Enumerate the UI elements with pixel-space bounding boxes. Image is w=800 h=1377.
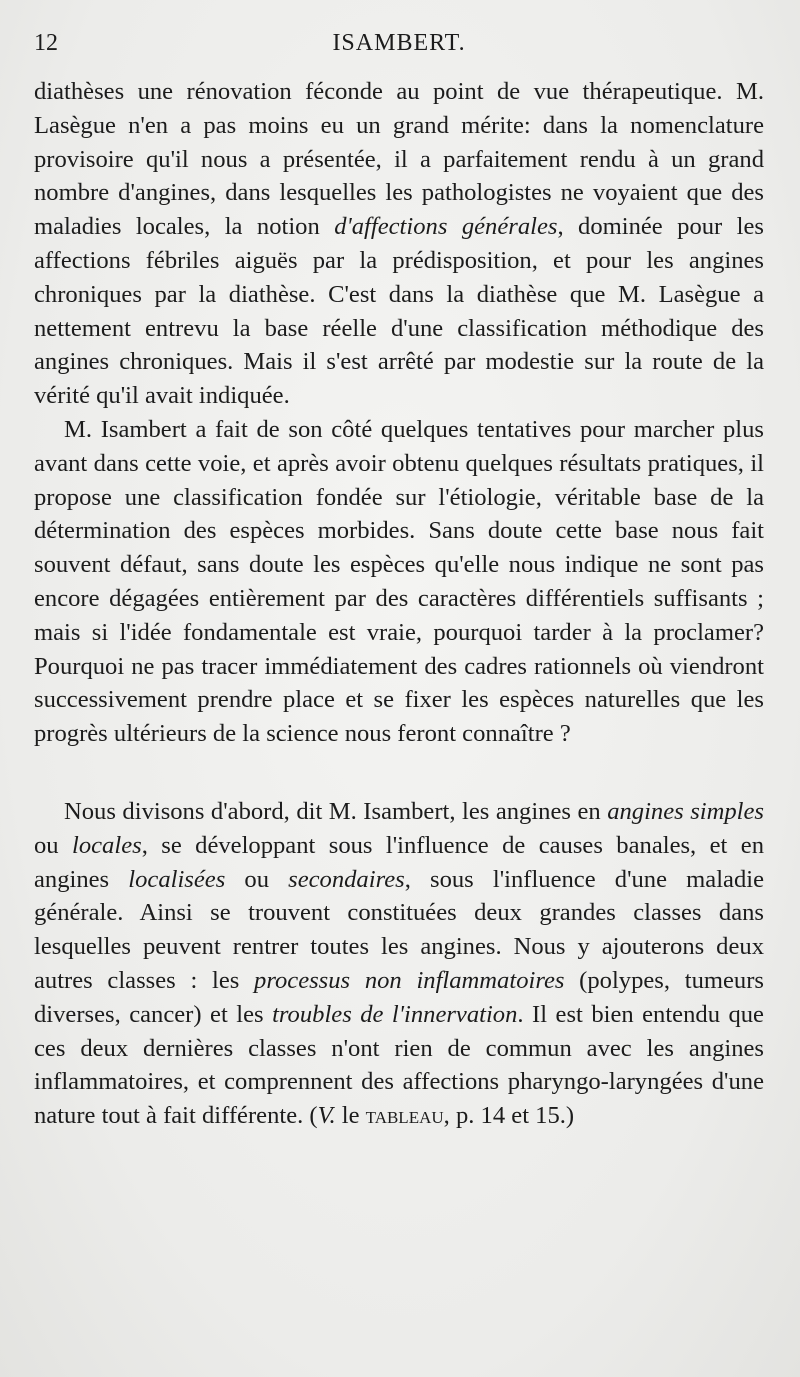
paragraph-3-segment: Nous divisons d'abord, dit M. Isambert, les angines en [64, 797, 608, 825]
paragraph-3-segment: (polypes, tumeurs diverses, cancer) et les [34, 966, 764, 1028]
paragraph-3-segment: localisées [128, 865, 226, 893]
paragraph-1-segment: , dominée pour les affections fébriles aiguës par la prédisposition, et pour les angines chroniques par la diathèse. C'est dans la diathèse que M. Lasègue a nettement entrevu la base réelle d'une classification méthodique des angines chroniques. Mais il s'est arrêté par modestie sur la route de la vérité qu'il avait indiquée. [34, 213, 764, 410]
paragraph-3 [34, 795, 764, 1133]
paragraph-3-segment: . Il est bien entendu que ces deux dernières classes n'ont rien de commun avec les angines inflammatoires, et comprennent des affections pharyngo-laryngées d'une nature tout à fait différente. ( [34, 1000, 764, 1130]
body-text [34, 75, 764, 1133]
page-number: 12 [34, 30, 58, 56]
paragraph-1-segment: diathèses une rénovation féconde au point de vue thérapeutique. M. Lasègue n'en a pas moins eu un grand mérite: dans la nomenclature provisoire qu'il nous a présentée, il a parfaitement rendu à un grand nombre d'angines, dans lesquelles les pathologistes ne voyaient que des maladies locales, la notion [34, 78, 764, 241]
paragraph-3-segment: , sous l'influence d'une maladie générale. Ainsi se trouvent constituées deux grandes classes dans lesquelles peuvent rentrer toutes les angines. Nous y ajouterons deux autres classes : les [34, 865, 764, 994]
paragraph-3-segment: ou [225, 865, 289, 893]
paragraph-3-segment: le [335, 1102, 366, 1130]
paragraph-3-segment: V. [317, 1102, 336, 1130]
paragraph-3-segment: , se développant sous l'influence de causes banales, et en angines [34, 831, 764, 893]
paragraph-1-segment: d'affections générales [334, 213, 558, 241]
paragraph-3-segment: angines simples [607, 797, 764, 825]
paragraph-2-segment: M. Isambert a fait de son côté quelques tentatives pour marcher plus avant dans cette voie, et après avoir obtenu quelques résultats pratiques, il propose une classification fondée sur l'étiologie, véritable base de la détermination des espèces morbides. Sans doute cette base nous fait souvent défaut, sans doute les espèces qu'elle nous indique ne sont pas encore dégagées entièrement par des caractères différentiels suffisants ; mais si l'idée fondamentale est vraie, pourquoi tarder à la proclamer? Pourquoi ne pas tracer immédiatement des cadres rationnels où viendront successivement prendre place et se fixer les espèces naturelles que les progrès ultérieurs de la science nous feront connaître ? [34, 415, 764, 748]
running-title: ISAMBERT. [332, 30, 466, 56]
paragraph-2 [34, 413, 764, 751]
page-header [34, 30, 764, 64]
paragraph-3-segment: locales [72, 831, 142, 859]
paragraph-3-segment: ou [34, 831, 73, 859]
paragraph-3-segment: secondaires [288, 865, 405, 893]
paragraph-3-segment: processus non inflammatoires [254, 966, 565, 994]
paragraph-3-segment: troubles de l'innervation [272, 1000, 518, 1028]
paragraph-1 [34, 75, 764, 413]
paragraph-3-segment: , p. 14 et 15.) [443, 1102, 575, 1130]
paragraph-3-segment: tableau [365, 1102, 444, 1130]
